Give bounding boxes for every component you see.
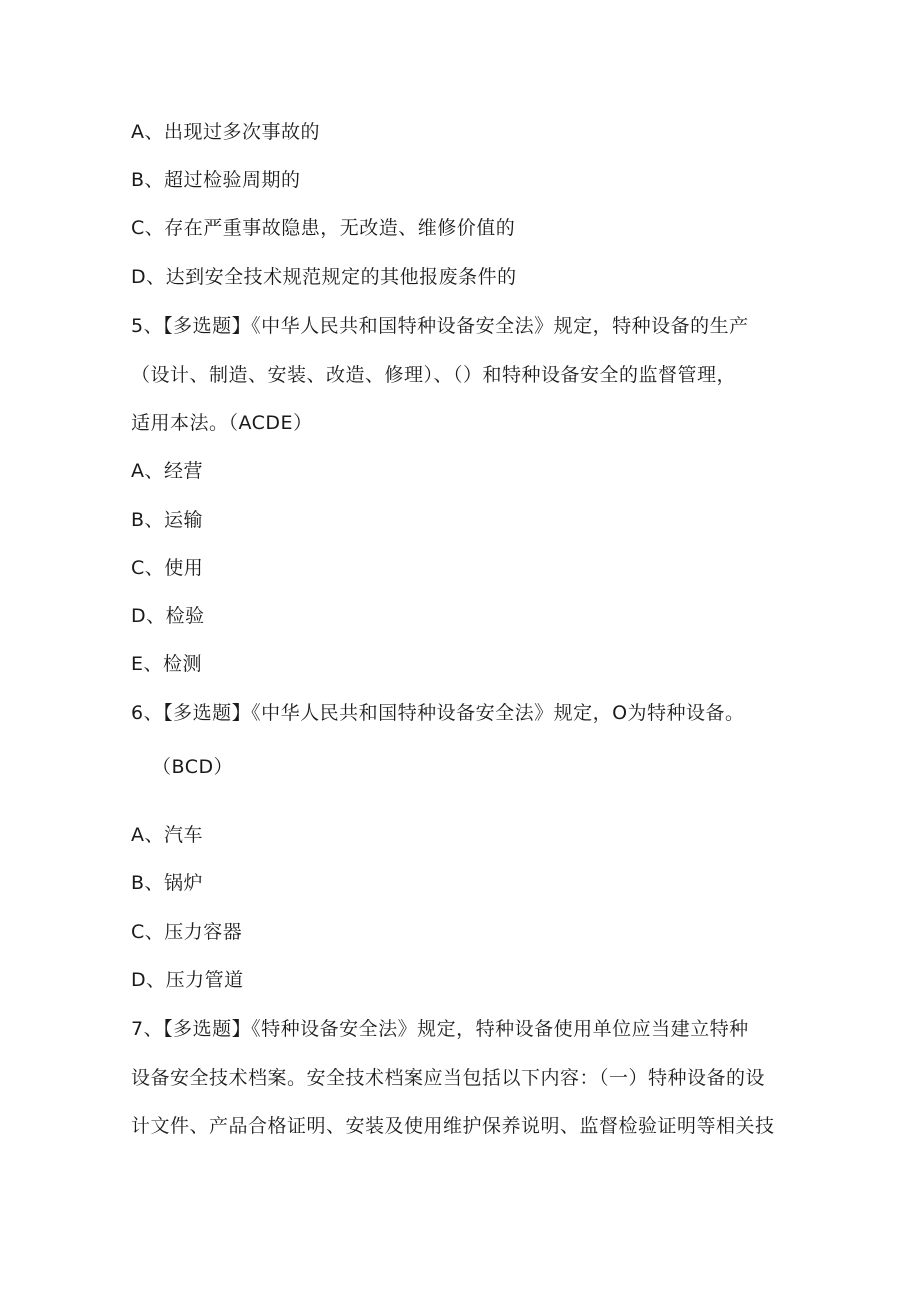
q6-stem-line-1: 6、【多选题】《中华人民共和国特种设备安全法》规定，O为特种设备。 [131,702,745,724]
q4-option-d: D、达到安全技术规范规定的其他报废条件的 [131,266,517,288]
q5-option-c: C、使用 [131,557,204,579]
q5-option-d: D、检验 [131,605,205,627]
q5-option-b: B、运输 [131,509,204,531]
q6-option-a: A、汽车 [131,824,203,846]
q4-option-a: A、出现过多次事故的 [131,121,320,143]
q6-stem-line-2: （BCD） [152,756,234,778]
q7-stem-line-3: 计文件、产品合格证明、安装及使用维护保养说明、监督检验证明等相关技 [131,1115,775,1137]
q7-stem-line-2: 设备安全技术档案。安全技术档案应当包括以下内容：（一）特种设备的设 [131,1067,766,1089]
q4-option-b: B、超过检验周期的 [131,169,301,191]
q5-stem-line-1: 5、【多选题】《中华人民共和国特种设备安全法》规定，特种设备的生产 [131,315,749,337]
q5-stem-line-3: 适用本法。（ACDE） [131,412,313,434]
q4-option-c: C、存在严重事故隐患，无改造、维修价值的 [131,217,516,239]
q6-option-c: C、压力容器 [131,921,243,943]
q5-option-e: E、检测 [131,653,203,675]
q6-option-b: B、锅炉 [131,872,204,894]
q6-option-d: D、压力管道 [131,969,244,991]
q7-stem-line-1: 7、【多选题】《特种设备安全法》规定，特种设备使用单位应当建立特种 [131,1018,749,1040]
q5-option-a: A、经营 [131,460,203,482]
q5-stem-line-2: （设计、制造、安装、改造、修理）、（）和特种设备安全的监督管理， [131,364,737,386]
